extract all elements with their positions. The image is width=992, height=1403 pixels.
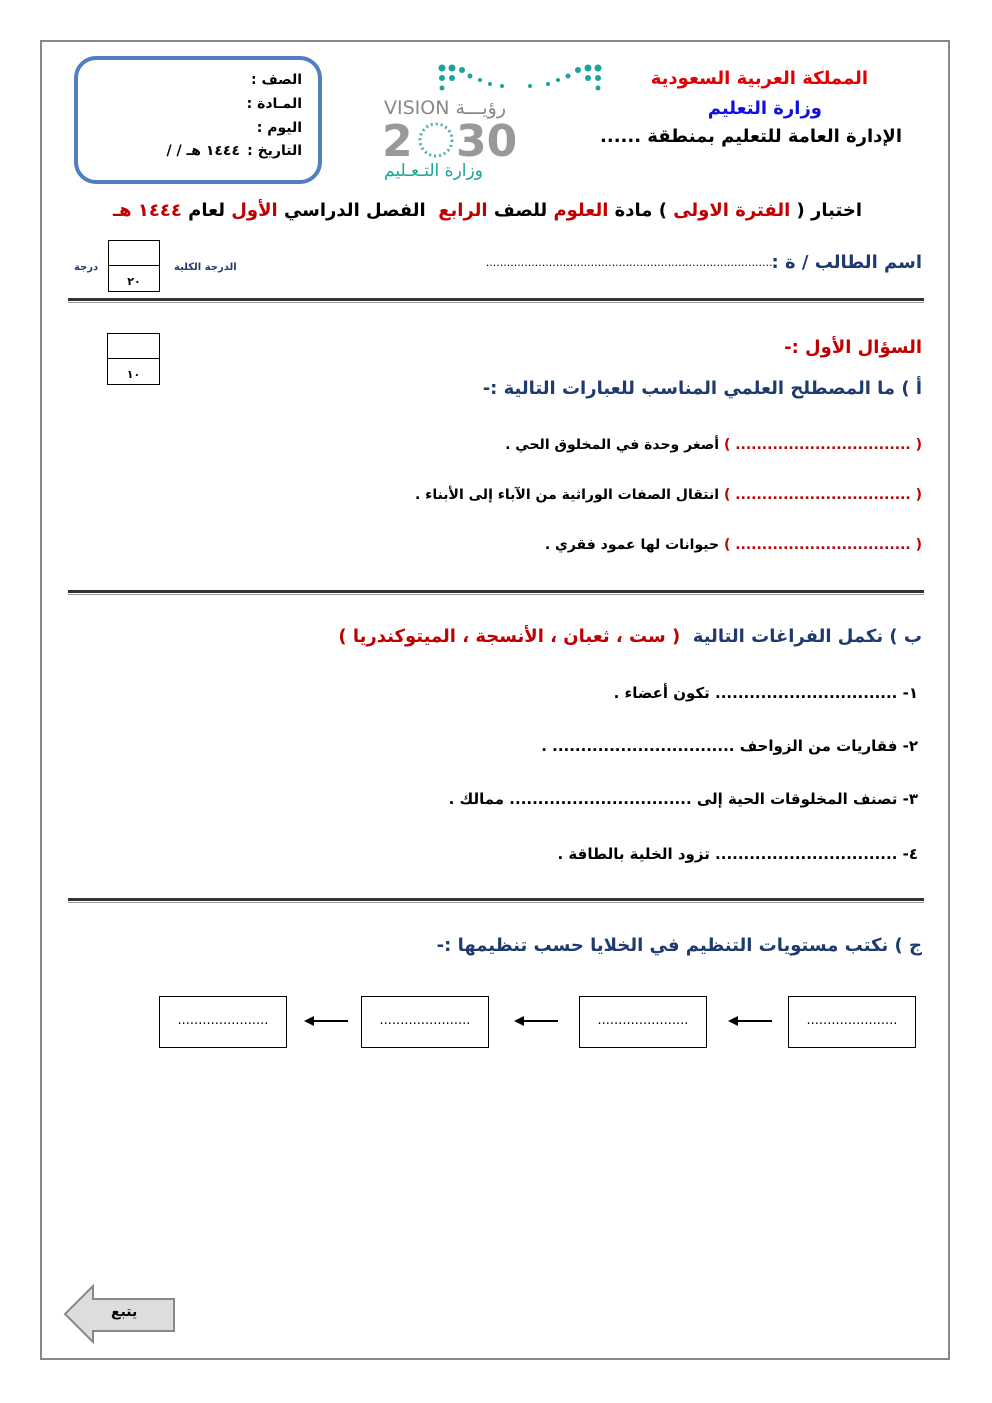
- title-subject: العلوم: [553, 200, 609, 221]
- q1a-item: [505, 437, 922, 453]
- q1a-item: [415, 487, 922, 503]
- q1a-item-text: حيوانات لها عمود فقري .: [544, 537, 720, 553]
- student-name-field[interactable]: ...................................................................................: [485, 256, 776, 269]
- arrow-left-icon: [728, 1014, 772, 1028]
- q1b-item: ٣- تصنف المخلوقات الحية إلى ................................ ممالك .: [448, 790, 918, 808]
- q1-grade-box: [107, 333, 160, 385]
- q1a-item-text: انتقال الصفات الوراثية من الآباء إلى الأبناء .: [414, 487, 720, 503]
- q1b-title: [338, 626, 922, 647]
- class-label: الصف :: [251, 72, 302, 88]
- svg-text:VISION رؤيـــة: VISION رؤيـــة: [384, 97, 507, 119]
- directorate-title: الإدارة العامة للتعليم بمنطقة ......: [600, 126, 902, 147]
- title-part: للصف: [493, 200, 548, 221]
- student-name-label: اسم الطالب / ة :: [771, 252, 922, 273]
- level-box[interactable]: ......................: [788, 996, 916, 1048]
- divider: [68, 298, 924, 303]
- total-grade-value: ٢٠: [127, 275, 141, 288]
- title-part: الفصل الدراسي: [283, 200, 426, 221]
- total-grade-label: الدرجة الكلية: [174, 262, 237, 273]
- answer-blank[interactable]: ( ................................. ): [723, 487, 922, 503]
- q1a-item-text: أصغر وحدة في المخلوق الحي .: [505, 437, 720, 453]
- level-box[interactable]: ......................: [361, 996, 489, 1048]
- svg-text:30: 30: [456, 116, 518, 167]
- q1a-item: [545, 537, 922, 553]
- title-part: لعام: [188, 200, 226, 221]
- q1b-title-text: ب ) نكمل الفراغات التالية: [692, 626, 922, 647]
- title-semester: الأول: [231, 200, 278, 221]
- title-part: ) مادة: [614, 200, 667, 221]
- ministry-title: وزارة التعليم: [707, 98, 822, 119]
- next-page-button[interactable]: [63, 1284, 177, 1344]
- q1b-options: ( ست ، ثعبان ، الأنسجة ، الميتوكندريا ): [338, 626, 681, 647]
- vision-2030-logo: [380, 62, 606, 182]
- date-value: / / ١٤٤٤ هـ: [166, 143, 240, 159]
- q1b-item: ٢- فقاريات من الزواحف ................................ .: [541, 737, 918, 755]
- arrow-left-icon: [304, 1014, 348, 1028]
- q1-grade-value: ١٠: [126, 368, 141, 381]
- exam-title: [113, 200, 862, 221]
- kingdom-title: المملكة العربية السعودية: [650, 68, 868, 89]
- title-part: اختبار (: [796, 200, 862, 221]
- q1b-item: ٤- ................................ تزود الخلية بالطاقة .: [557, 845, 918, 863]
- q1b-item: ١- ................................ تكون أعضاء .: [613, 684, 918, 702]
- svg-text:2: 2: [382, 116, 413, 167]
- q1c-title: ج ) نكتب مستويات التنظيم في الخلايا حسب تنظيمها :-: [436, 935, 922, 956]
- total-grade-box: [108, 240, 160, 292]
- next-label: يتبع: [111, 1304, 138, 1320]
- q1a-title: أ ) ما المصطلح العلمي المناسب للعبارات التالية :-: [482, 378, 922, 399]
- svg-text:وزارة التـعـليم: وزارة التـعـليم: [384, 161, 483, 181]
- title-period: الفترة الاولى: [673, 200, 791, 221]
- grade-unit: درجة: [74, 262, 99, 273]
- day-label: اليوم :: [256, 120, 302, 136]
- level-box[interactable]: ......................: [159, 996, 287, 1048]
- subject-label: المـادة :: [246, 96, 302, 112]
- title-year: ١٤٤٤ هـ: [113, 200, 182, 221]
- divider: [68, 590, 924, 595]
- answer-blank[interactable]: ( ................................. ): [723, 437, 922, 453]
- title-grade: الرابع: [438, 200, 488, 221]
- level-box[interactable]: ......................: [579, 996, 707, 1048]
- date-label: التاريخ :: [247, 143, 302, 159]
- divider: [68, 898, 924, 903]
- q1-title: السؤال الأول :-: [784, 337, 922, 358]
- arrow-left-icon: [514, 1014, 558, 1028]
- answer-blank[interactable]: ( ................................. ): [723, 537, 922, 553]
